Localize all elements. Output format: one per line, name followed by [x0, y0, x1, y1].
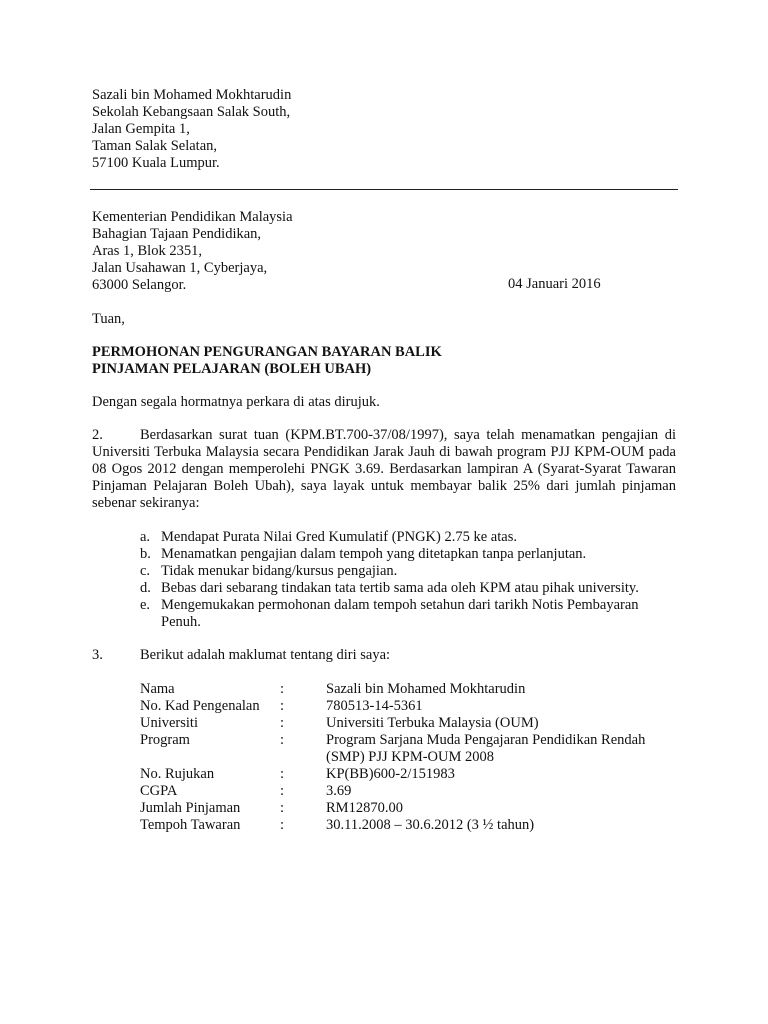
info-label: Tempoh Tawaran [140, 817, 241, 833]
info-value: 3.69 [326, 783, 352, 799]
paragraph-number: 2. [92, 427, 103, 443]
info-label: Jumlah Pinjaman [140, 800, 241, 816]
subject-line: PERMOHONAN PENGURANGAN BAYARAN BALIK [92, 344, 442, 360]
info-colon: : [280, 800, 285, 816]
info-value: RM12870.00 [326, 800, 403, 816]
info-colon: : [280, 766, 285, 782]
sender-address-line: Sekolah Kebangsaan Salak South, [92, 104, 291, 120]
list-item [140, 563, 676, 580]
info-label: Program [140, 732, 190, 748]
paragraph-text: Berdasarkan surat tuan (KPM.BT.700-37/08/1997), saya telah menamatkan pengajian di Universiti Terbuka Malaysia secara Pendidikan Jarak Jauh di bawah program PJJ KPM-OUM pada 08 Ogos 2012 dengan memperolehi PNGK 3.69. Berdasarkan lampiran A (Syarat-Syarat Tawaran Pinjaman Pelajaran Boleh Ubah), saya layak untuk membayar balik 25% dari jumlah pinjaman sebenar sekiranya: [92, 427, 676, 511]
list-item [140, 529, 676, 546]
subject-heading [92, 344, 442, 378]
info-label: No. Kad Pengenalan [140, 698, 260, 714]
info-value: 30.11.2008 – 30.6.2012 (3 ½ tahun) [326, 817, 535, 833]
header-divider [90, 189, 678, 190]
sender-address-line: Taman Salak Selatan, [92, 138, 218, 154]
info-value: Sazali bin Mohamed Mokhtarudin [326, 681, 526, 697]
list-marker: e. [140, 597, 151, 613]
info-colon: : [280, 783, 285, 799]
list-item [140, 580, 676, 597]
paragraph-3 [92, 647, 390, 664]
sender-name: Sazali bin Mohamed Mokhtarudin [92, 87, 292, 103]
recipient-address-line: Bahagian Tajaan Pendidikan, [92, 226, 262, 242]
info-colon: : [280, 698, 285, 714]
recipient-address-line: 63000 Selangor. [92, 277, 187, 293]
info-label: Nama [140, 681, 175, 697]
info-colon: : [280, 817, 285, 833]
info-label: CGPA [140, 783, 178, 799]
info-colon: : [280, 732, 285, 748]
recipient-address-line: Aras 1, Blok 2351, [92, 243, 202, 259]
info-colon: : [280, 715, 285, 731]
paragraph-text: Berikut adalah maklumat tentang diri saya: [140, 647, 391, 663]
table-row [140, 817, 680, 834]
sender-address-line: Jalan Gempita 1, [92, 121, 190, 137]
list-marker: a. [140, 529, 151, 545]
list-item-text: Tidak menukar bidang/kursus pengajian. [161, 563, 398, 579]
info-colon: : [280, 681, 285, 697]
table-row [140, 800, 680, 817]
list-item [140, 597, 676, 631]
info-value: 780513-14-5361 [326, 698, 423, 714]
conditions-list [140, 529, 676, 631]
recipient-address-line: Kementerian Pendidikan Malaysia [92, 209, 293, 225]
letter-date: 04 Januari 2016 [508, 276, 601, 292]
info-value: KP(BB)600-2/151983 [326, 766, 455, 782]
salutation: Tuan, [92, 311, 125, 327]
opening-sentence: Dengan segala hormatnya perkara di atas dirujuk. [92, 394, 380, 410]
list-item-text: Mendapat Purata Nilai Gred Kumulatif (PNGK) 2.75 ke atas. [161, 529, 517, 545]
list-marker: b. [140, 546, 151, 562]
sender-address-line: 57100 Kuala Lumpur. [92, 155, 220, 171]
list-marker: c. [140, 563, 151, 579]
personal-info-table [140, 681, 680, 834]
info-value: Program Sarjana Muda Pengajaran Pendidikan Rendah (SMP) PJJ KPM-OUM 2008 [326, 732, 646, 765]
paragraph-number: 3. [92, 647, 103, 663]
list-item-text: Bebas dari sebarang tindakan tata tertib sama ada oleh KPM atau pihak university. [161, 580, 639, 596]
table-row [140, 698, 680, 715]
list-item-text: Menamatkan pengajian dalam tempoh yang ditetapkan tanpa perlanjutan. [161, 546, 587, 562]
recipient-address-line: Jalan Usahawan 1, Cyberjaya, [92, 260, 268, 276]
list-item-text: Mengemukakan permohonan dalam tempoh setahun dari tarikh Notis Pembayaran Penuh. [161, 597, 639, 630]
list-marker: d. [140, 580, 151, 596]
table-row [140, 766, 680, 783]
table-row [140, 681, 680, 698]
info-label: Universiti [140, 715, 198, 731]
table-row [140, 732, 680, 766]
info-value: Universiti Terbuka Malaysia (OUM) [326, 715, 539, 731]
info-label: No. Rujukan [140, 766, 215, 782]
paragraph-2 [92, 427, 676, 512]
table-row [140, 715, 680, 732]
subject-line: PINJAMAN PELAJARAN (BOLEH UBAH) [92, 361, 372, 377]
table-row [140, 783, 680, 800]
list-item [140, 546, 676, 563]
sender-address [92, 87, 291, 172]
